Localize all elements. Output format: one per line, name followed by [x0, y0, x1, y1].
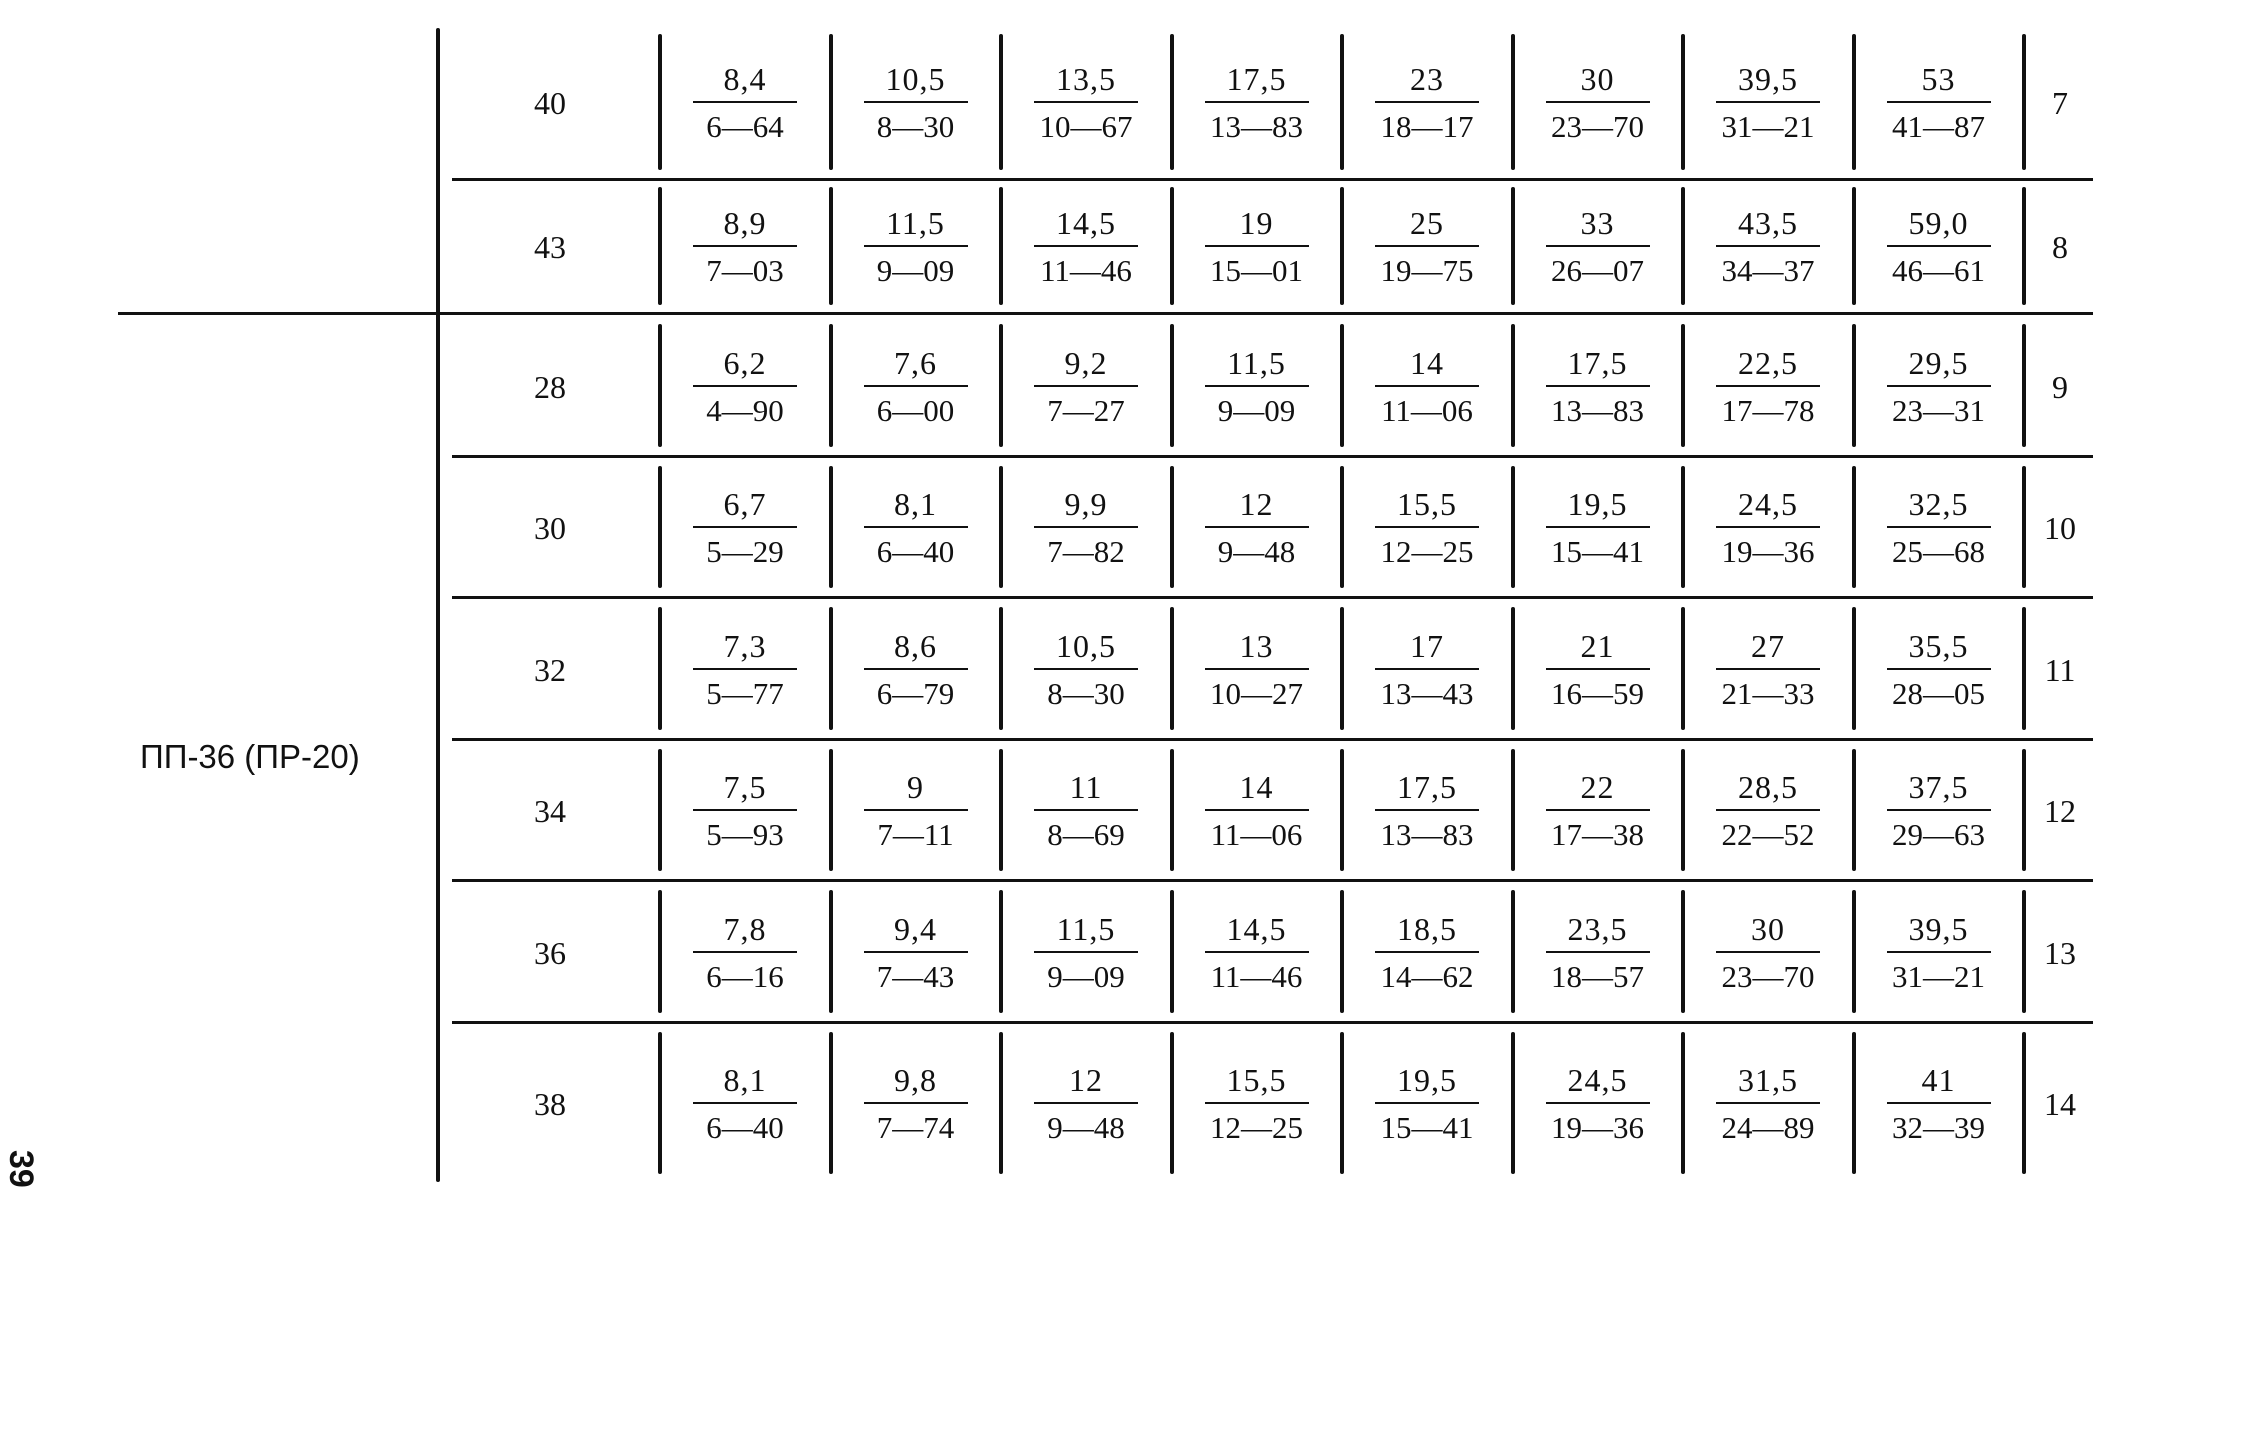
row-divider-line [452, 879, 2093, 882]
cell-denominator: 6—64 [706, 109, 784, 144]
fraction-bar [864, 1102, 968, 1104]
fraction-bar [864, 809, 968, 811]
fraction-bar [1205, 951, 1309, 953]
cell-denominator: 11—46 [1210, 958, 1303, 994]
row-key: 36 [534, 934, 566, 971]
fraction-bar [1034, 951, 1138, 953]
fraction-bar [1546, 809, 1650, 811]
cell-denominator: 24—89 [1721, 1110, 1815, 1145]
cell-denominator: 17—38 [1551, 817, 1644, 852]
cell-denominator: 9—09 [1047, 958, 1125, 994]
row-key: 40 [534, 85, 566, 121]
fraction-bar [1205, 668, 1309, 670]
fraction-cell [1172, 628, 1342, 712]
cell-numerator: 13 [1239, 627, 1274, 664]
fraction-cell [1854, 911, 2024, 995]
fraction-bar [1205, 245, 1309, 247]
cell-numerator: 30 [1580, 61, 1615, 97]
row-divider-line [452, 738, 2093, 741]
cell-numerator: 10,5 [1056, 627, 1116, 664]
fraction-bar [1205, 809, 1309, 811]
fraction-bar [1375, 245, 1479, 247]
group-label: ПП-36 (ПР-20) [140, 738, 360, 775]
row-key: 43 [534, 229, 566, 265]
cell-numerator: 7,6 [894, 344, 937, 381]
cell-denominator: 10—27 [1210, 675, 1303, 711]
cell-denominator: 4—90 [706, 392, 784, 428]
cell-numerator: 17,5 [1567, 344, 1628, 381]
cell-numerator: 14,5 [1226, 910, 1287, 947]
fraction-cell [1513, 628, 1683, 712]
fraction-cell [660, 205, 830, 289]
cell-numerator: 7,8 [723, 910, 767, 947]
fraction-bar [1034, 526, 1138, 528]
fraction-cell [1342, 345, 1512, 429]
cell-numerator: 12 [1069, 1062, 1103, 1098]
cell-numerator: 43,5 [1738, 205, 1798, 241]
cell-denominator: 19—36 [1721, 534, 1815, 569]
fraction-cell [1854, 345, 2024, 429]
cell-denominator: 9—09 [876, 253, 955, 288]
fraction-cell [1342, 911, 1512, 995]
fraction-bar [1375, 101, 1479, 103]
cell-denominator: 28—05 [1892, 675, 1985, 711]
cell-denominator: 31—21 [1721, 109, 1815, 144]
fraction-cell [1854, 486, 2024, 570]
row-index: 9 [2052, 368, 2068, 405]
fraction-cell [1683, 911, 1853, 995]
cell-denominator: 34—37 [1721, 253, 1815, 288]
fraction-bar [693, 526, 797, 528]
row-divider-line [452, 596, 2093, 599]
fraction-bar [1887, 385, 1991, 387]
cell-denominator: 19—75 [1380, 253, 1474, 288]
cell-numerator: 6,7 [723, 486, 767, 522]
row-divider-line [452, 178, 2093, 181]
fraction-cell [660, 486, 830, 570]
fraction-bar [864, 101, 968, 103]
fraction-bar [1375, 951, 1479, 953]
cell-denominator: 23—70 [1551, 109, 1644, 144]
cell-denominator: 13—83 [1210, 109, 1303, 144]
cell-numerator: 21 [1580, 627, 1615, 664]
cell-numerator: 22,5 [1738, 344, 1798, 381]
fraction-bar [1205, 385, 1309, 387]
cell-denominator: 26—07 [1551, 253, 1644, 288]
fraction-cell [1854, 769, 2024, 853]
fraction-bar [1375, 668, 1479, 670]
cell-numerator: 8,9 [723, 205, 767, 241]
fraction-bar [1205, 1102, 1309, 1104]
cell-numerator: 11,5 [1056, 910, 1116, 947]
fraction-cell [660, 911, 830, 995]
cell-numerator: 18,5 [1397, 910, 1457, 947]
fraction-cell [1342, 205, 1512, 289]
fraction-cell [831, 769, 1001, 853]
cell-numerator: 12 [1239, 486, 1274, 522]
fraction-bar [1716, 245, 1820, 247]
fraction-cell [831, 628, 1001, 712]
fraction-cell [1342, 486, 1512, 570]
fraction-cell [1001, 205, 1171, 289]
cell-denominator: 12—25 [1380, 534, 1474, 569]
row-divider-line [452, 455, 2093, 458]
fraction-bar [864, 385, 968, 387]
cell-denominator: 15—41 [1551, 534, 1644, 569]
cell-denominator: 8—69 [1047, 817, 1125, 852]
cell-denominator: 41—87 [1892, 109, 1985, 144]
cell-denominator: 9—48 [1047, 1110, 1125, 1145]
fraction-bar [1034, 809, 1138, 811]
row-index: 8 [2052, 229, 2068, 265]
cell-numerator: 11,5 [886, 205, 945, 241]
fraction-bar [1205, 101, 1309, 103]
cell-numerator: 39,5 [1908, 910, 1969, 947]
cell-denominator: 7—74 [876, 1110, 955, 1145]
fraction-bar [864, 951, 968, 953]
fraction-bar [1546, 101, 1650, 103]
cell-numerator: 8,4 [723, 61, 767, 97]
fraction-cell [660, 345, 830, 429]
fraction-bar [1716, 101, 1820, 103]
cell-numerator: 29,5 [1908, 344, 1969, 381]
fraction-cell [1854, 628, 2024, 712]
fraction-cell [1001, 61, 1171, 145]
fraction-cell [1513, 345, 1683, 429]
cell-numerator: 53 [1921, 61, 1956, 97]
fraction-cell [1001, 345, 1171, 429]
cell-numerator: 17,5 [1226, 61, 1287, 97]
fraction-cell [1683, 205, 1853, 289]
fraction-cell [831, 911, 1001, 995]
cell-denominator: 14—62 [1380, 958, 1474, 994]
fraction-cell [1001, 769, 1171, 853]
fraction-bar [1375, 385, 1479, 387]
cell-numerator: 23,5 [1567, 910, 1628, 947]
cell-numerator: 7,3 [723, 627, 767, 664]
fraction-cell [1683, 486, 1853, 570]
cell-numerator: 41 [1921, 1062, 1956, 1098]
cell-denominator: 25—68 [1892, 534, 1985, 569]
fraction-cell [1172, 769, 1342, 853]
fraction-cell [1683, 769, 1853, 853]
cell-numerator: 24,5 [1738, 486, 1798, 522]
cell-numerator: 9 [907, 769, 924, 805]
cell-denominator: 9—48 [1217, 534, 1296, 569]
fraction-cell [831, 205, 1001, 289]
fraction-cell [660, 1062, 830, 1146]
cell-numerator: 8,1 [894, 486, 937, 522]
cell-denominator: 31—21 [1892, 958, 1985, 994]
cell-denominator: 8—30 [1047, 675, 1125, 711]
cell-denominator: 10—67 [1039, 109, 1133, 144]
cell-numerator: 30 [1751, 910, 1785, 947]
fraction-bar [1546, 668, 1650, 670]
cell-denominator: 15—01 [1210, 253, 1303, 288]
cell-numerator: 39,5 [1738, 61, 1798, 97]
fraction-bar [693, 101, 797, 103]
cell-denominator: 5—29 [706, 534, 784, 569]
cell-numerator: 11 [1069, 769, 1103, 805]
fraction-bar [1716, 951, 1820, 953]
cell-numerator: 31,5 [1738, 1062, 1798, 1098]
cell-denominator: 13—43 [1380, 675, 1474, 711]
fraction-bar [1546, 385, 1650, 387]
fraction-bar [1716, 385, 1820, 387]
fraction-bar [1887, 809, 1991, 811]
cell-denominator: 23—70 [1721, 958, 1815, 994]
fraction-cell [1342, 61, 1512, 145]
cell-numerator: 8,1 [723, 1062, 767, 1098]
fraction-cell [1683, 61, 1853, 145]
fraction-cell [1513, 205, 1683, 289]
cell-denominator: 15—41 [1380, 1110, 1474, 1145]
cell-denominator: 21—33 [1721, 675, 1815, 711]
cell-numerator: 17,5 [1397, 769, 1457, 805]
fraction-bar [1034, 668, 1138, 670]
fraction-bar [1546, 526, 1650, 528]
fraction-bar [1716, 1102, 1820, 1104]
fraction-cell [1513, 769, 1683, 853]
cell-numerator: 14,5 [1056, 205, 1116, 241]
cell-denominator: 7—27 [1047, 392, 1125, 428]
cell-denominator: 13—83 [1551, 392, 1644, 428]
fraction-cell [1683, 345, 1853, 429]
cell-numerator: 33 [1580, 205, 1615, 241]
cell-denominator: 13—83 [1380, 817, 1474, 852]
cell-numerator: 23 [1410, 61, 1444, 97]
cell-denominator: 8—30 [876, 109, 955, 144]
fraction-cell [831, 61, 1001, 145]
fraction-cell [660, 628, 830, 712]
cell-numerator: 9,9 [1064, 486, 1108, 522]
fraction-bar [1205, 526, 1309, 528]
fraction-cell [1342, 769, 1512, 853]
cell-numerator: 15,5 [1397, 486, 1457, 522]
row-index: 11 [2044, 651, 2076, 688]
cell-denominator: 7—11 [877, 817, 954, 852]
fraction-cell [1513, 1062, 1683, 1146]
fraction-cell [831, 486, 1001, 570]
cell-denominator: 18—17 [1380, 109, 1474, 144]
fraction-cell [1172, 205, 1342, 289]
fraction-cell [660, 769, 830, 853]
fraction-bar [1034, 1102, 1138, 1104]
cell-denominator: 18—57 [1551, 958, 1644, 994]
fraction-bar [1546, 951, 1650, 953]
cell-numerator: 19,5 [1397, 1062, 1457, 1098]
fraction-bar [1887, 101, 1991, 103]
fraction-cell [1001, 628, 1171, 712]
row-index: 13 [2044, 934, 2076, 971]
cell-denominator: 22—52 [1721, 817, 1815, 852]
fraction-cell [831, 345, 1001, 429]
cell-numerator: 14 [1410, 344, 1444, 381]
fraction-bar [693, 809, 797, 811]
table-left-border [436, 28, 440, 1182]
fraction-cell [1172, 486, 1342, 570]
cell-denominator: 12—25 [1210, 1110, 1303, 1145]
row-key: 32 [534, 651, 566, 688]
cell-denominator: 19—36 [1551, 1110, 1644, 1145]
fraction-bar [1887, 1102, 1991, 1104]
cell-numerator: 7,5 [723, 769, 767, 805]
cell-denominator: 11—06 [1381, 392, 1473, 428]
fraction-cell [1683, 628, 1853, 712]
cell-numerator: 35,5 [1908, 627, 1969, 664]
cell-denominator: 29—63 [1892, 817, 1985, 852]
cell-denominator: 5—77 [706, 675, 784, 711]
fraction-cell [1683, 1062, 1853, 1146]
row-divider-line [452, 1021, 2093, 1024]
cell-numerator: 8,6 [894, 627, 937, 664]
fraction-cell [1001, 1062, 1171, 1146]
cell-denominator: 23—31 [1892, 392, 1985, 428]
fraction-bar [693, 245, 797, 247]
cell-denominator: 16—59 [1551, 675, 1644, 711]
cell-numerator: 14 [1239, 769, 1274, 805]
page-number: 39 [2, 1150, 40, 1188]
fraction-bar [864, 668, 968, 670]
cell-denominator: 6—16 [706, 958, 784, 994]
fraction-bar [1034, 101, 1138, 103]
cell-numerator: 11,5 [1227, 344, 1286, 381]
fraction-bar [693, 385, 797, 387]
fraction-bar [1716, 668, 1820, 670]
cell-numerator: 13,5 [1056, 61, 1116, 97]
fraction-cell [1342, 1062, 1512, 1146]
fraction-cell [831, 1062, 1001, 1146]
fraction-cell [660, 61, 830, 145]
cell-numerator: 15,5 [1226, 1062, 1287, 1098]
fraction-bar [1887, 526, 1991, 528]
fraction-cell [1001, 486, 1171, 570]
cell-denominator: 7—82 [1047, 534, 1125, 569]
fraction-bar [1375, 809, 1479, 811]
cell-numerator: 37,5 [1908, 769, 1969, 805]
row-key: 38 [534, 1086, 566, 1122]
cell-numerator: 32,5 [1908, 486, 1969, 522]
cell-denominator: 11—46 [1040, 253, 1132, 288]
cell-numerator: 19 [1239, 205, 1274, 241]
cell-numerator: 59,0 [1908, 205, 1969, 241]
fraction-bar [693, 668, 797, 670]
fraction-bar [1887, 245, 1991, 247]
cell-denominator: 7—03 [706, 253, 784, 288]
cell-denominator: 7—43 [876, 958, 955, 994]
fraction-bar [864, 245, 968, 247]
cell-denominator: 6—00 [876, 392, 955, 428]
cell-denominator: 46—61 [1892, 253, 1985, 288]
row-key: 28 [534, 368, 566, 405]
row-index: 7 [2052, 85, 2068, 121]
cell-numerator: 25 [1410, 205, 1444, 241]
cell-denominator: 32—39 [1892, 1110, 1985, 1145]
cell-numerator: 27 [1751, 627, 1785, 664]
row-index: 14 [2044, 1086, 2076, 1122]
fraction-bar [1546, 245, 1650, 247]
fraction-bar [1887, 951, 1991, 953]
row-key: 30 [534, 510, 566, 546]
fraction-cell [1342, 628, 1512, 712]
fraction-cell [1513, 61, 1683, 145]
fraction-cell [1513, 486, 1683, 570]
cell-denominator: 5—93 [706, 817, 784, 852]
cell-numerator: 9,8 [894, 1062, 937, 1098]
fraction-bar [864, 526, 968, 528]
fraction-bar [1375, 1102, 1479, 1104]
cell-denominator: 6—79 [876, 675, 955, 711]
fraction-cell [1854, 1062, 2024, 1146]
fraction-cell [1513, 911, 1683, 995]
fraction-cell [1854, 205, 2024, 289]
cell-numerator: 28,5 [1738, 769, 1798, 805]
fraction-cell [1854, 61, 2024, 145]
cell-denominator: 11—06 [1210, 817, 1303, 852]
fraction-cell [1172, 1062, 1342, 1146]
cell-numerator: 9,4 [894, 910, 937, 947]
cell-denominator: 6—40 [876, 534, 955, 569]
cell-numerator: 10,5 [885, 61, 946, 97]
fraction-bar [1716, 809, 1820, 811]
cell-numerator: 17 [1410, 627, 1444, 664]
fraction-bar [1887, 668, 1991, 670]
cell-numerator: 22 [1580, 769, 1615, 805]
cell-denominator: 17—78 [1721, 392, 1815, 428]
cell-numerator: 6,2 [723, 344, 767, 381]
fraction-bar [1375, 526, 1479, 528]
fraction-bar [693, 951, 797, 953]
fraction-bar [1546, 1102, 1650, 1104]
fraction-cell [1172, 61, 1342, 145]
fraction-bar [693, 1102, 797, 1104]
fraction-bar [1716, 526, 1820, 528]
cell-denominator: 9—09 [1217, 392, 1296, 428]
cell-numerator: 24,5 [1567, 1062, 1628, 1098]
cell-denominator: 6—40 [706, 1110, 784, 1145]
row-index: 10 [2044, 510, 2076, 546]
row-key: 34 [534, 793, 566, 829]
fraction-cell [1172, 911, 1342, 995]
cell-numerator: 19,5 [1567, 486, 1628, 522]
group-divider-line [118, 312, 2093, 315]
fraction-bar [1034, 245, 1138, 247]
row-index: 12 [2044, 793, 2076, 829]
cell-numerator: 9,2 [1064, 344, 1108, 381]
fraction-bar [1034, 385, 1138, 387]
fraction-cell [1172, 345, 1342, 429]
fraction-cell [1001, 911, 1171, 995]
